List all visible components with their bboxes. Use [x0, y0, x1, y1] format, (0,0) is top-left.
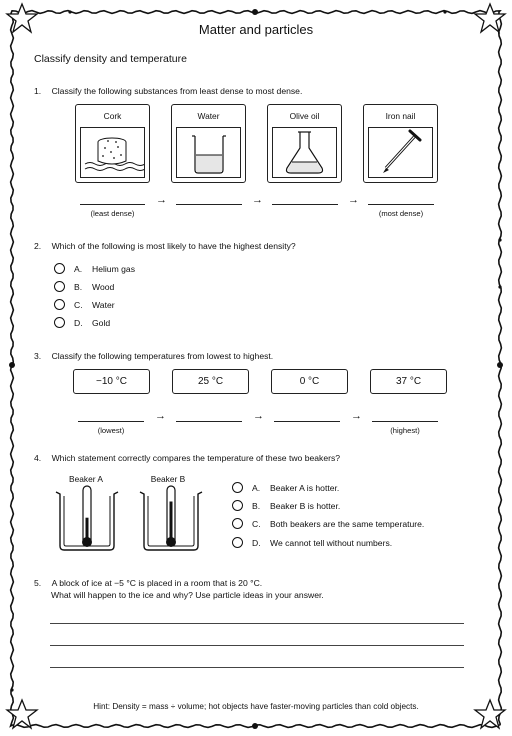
answer-blank[interactable]: [78, 421, 144, 422]
radio-button[interactable]: [54, 299, 65, 310]
answer-blank[interactable]: [176, 204, 242, 205]
substance-card-iron-nail: [363, 104, 438, 183]
border-dot: [498, 238, 501, 241]
answer-blank[interactable]: [274, 421, 340, 422]
option-letter: C.: [74, 300, 83, 310]
option-text: Both beakers are the same temperature.: [270, 519, 425, 529]
substance-card-water: [171, 104, 246, 183]
question-number: 1.: [34, 86, 42, 96]
beaker-b-icon: [140, 486, 202, 550]
radio-button[interactable]: [54, 263, 65, 274]
cork-icon: [80, 127, 145, 178]
option-letter: D.: [252, 538, 261, 548]
arrow-right-icon: →: [253, 410, 264, 422]
answer-blank[interactable]: [272, 204, 338, 205]
radio-button[interactable]: [232, 500, 243, 511]
answer-blank[interactable]: [372, 421, 438, 422]
radio-button[interactable]: [232, 482, 243, 493]
radio-button[interactable]: [54, 281, 65, 292]
substance-label: Olive oil: [289, 111, 320, 121]
page-subtitle: Classify density and temperature: [34, 53, 187, 65]
temperature-card: 0 °C: [271, 369, 348, 394]
option-letter: B.: [252, 501, 261, 511]
radio-button[interactable]: [54, 317, 65, 328]
arrow-right-icon: →: [155, 410, 166, 422]
option-text: Gold: [92, 318, 111, 328]
question-5: [34, 577, 324, 602]
question-3: [34, 350, 273, 362]
option-text: Water: [92, 300, 115, 310]
border-dot: [497, 362, 503, 368]
border-dot: [252, 9, 258, 15]
water-beaker-icon: [176, 127, 241, 178]
beaker-a-label: Beaker A: [69, 474, 103, 484]
question-number: 5.: [34, 578, 42, 588]
option-letter: A.: [74, 264, 83, 274]
answer-writing-line[interactable]: [50, 667, 464, 668]
thermometer-a-icon: [82, 486, 92, 547]
border-dot: [498, 285, 501, 288]
substance-label: Water: [197, 111, 220, 121]
substance-label: Cork: [103, 111, 122, 121]
option-text: We cannot tell without numbers.: [270, 538, 393, 548]
answer-writing-line[interactable]: [50, 623, 464, 624]
arrow-right-icon: →: [252, 194, 263, 206]
highest-label: (highest): [390, 426, 420, 435]
beakers-illustration: [50, 484, 220, 556]
thermometer-b-icon: [166, 486, 176, 547]
question-2: [34, 240, 296, 252]
question-1: [34, 85, 302, 97]
question-text: What will happen to the ice and why? Use particle ideas in your answer.: [51, 590, 324, 601]
least-dense-label: (least dense): [90, 209, 135, 218]
option-letter: B.: [74, 282, 83, 292]
option-text: Helium gas: [92, 264, 135, 274]
temperature-card: 37 °C: [370, 369, 447, 394]
border-dot: [9, 362, 15, 368]
option-text: Beaker A is hotter.: [270, 483, 340, 493]
flask-icon: [272, 127, 337, 178]
most-dense-label: (most dense): [378, 209, 424, 218]
option-text: Wood: [92, 282, 115, 292]
border-dot: [443, 10, 446, 13]
question-number: 4.: [34, 453, 42, 463]
arrow-right-icon: →: [348, 194, 359, 206]
substance-label: Iron nail: [385, 111, 416, 121]
arrow-right-icon: →: [156, 194, 167, 206]
answer-writing-line[interactable]: [50, 645, 464, 646]
answer-blank[interactable]: [80, 204, 145, 205]
border-dot: [252, 723, 258, 729]
question-text: Which of the following is most likely to have the highest density?: [51, 241, 296, 251]
beaker-b-label: Beaker B: [150, 474, 186, 484]
option-letter: C.: [252, 519, 261, 529]
question-text: A block of ice at −5 °C is placed in a room that is 20 °C.: [51, 578, 263, 588]
hint-text: Hint: Density = mass ÷ volume; hot objects have faster-moving particles than cold objects.: [93, 702, 419, 711]
answer-blank[interactable]: [176, 421, 242, 422]
lowest-label: (lowest): [97, 426, 125, 435]
nail-icon: [368, 127, 433, 178]
border-dot: [68, 10, 71, 13]
option-letter: A.: [252, 483, 261, 493]
beaker-a-icon: [56, 486, 118, 550]
radio-button[interactable]: [232, 518, 243, 529]
question-text: Which statement correctly compares the temperature of these two beakers?: [51, 453, 341, 463]
question-text: Classify the following substances from least dense to most dense.: [51, 86, 303, 96]
temperature-card: −10 °C: [73, 369, 150, 394]
arrow-right-icon: →: [351, 410, 362, 422]
substance-card-cork: [75, 104, 150, 183]
page-title: Matter and particles: [198, 22, 314, 37]
question-number: 3.: [34, 351, 42, 361]
question-4: [34, 452, 340, 464]
answer-blank[interactable]: [368, 204, 434, 205]
border-dot: [10, 688, 13, 691]
option-letter: D.: [74, 318, 83, 328]
temperature-card: 25 °C: [172, 369, 249, 394]
question-text: Classify the following temperatures from lowest to highest.: [51, 351, 274, 361]
substance-card-olive-oil: [267, 104, 342, 183]
radio-button[interactable]: [232, 537, 243, 548]
option-text: Beaker B is hotter.: [270, 501, 341, 511]
question-number: 2.: [34, 241, 42, 251]
